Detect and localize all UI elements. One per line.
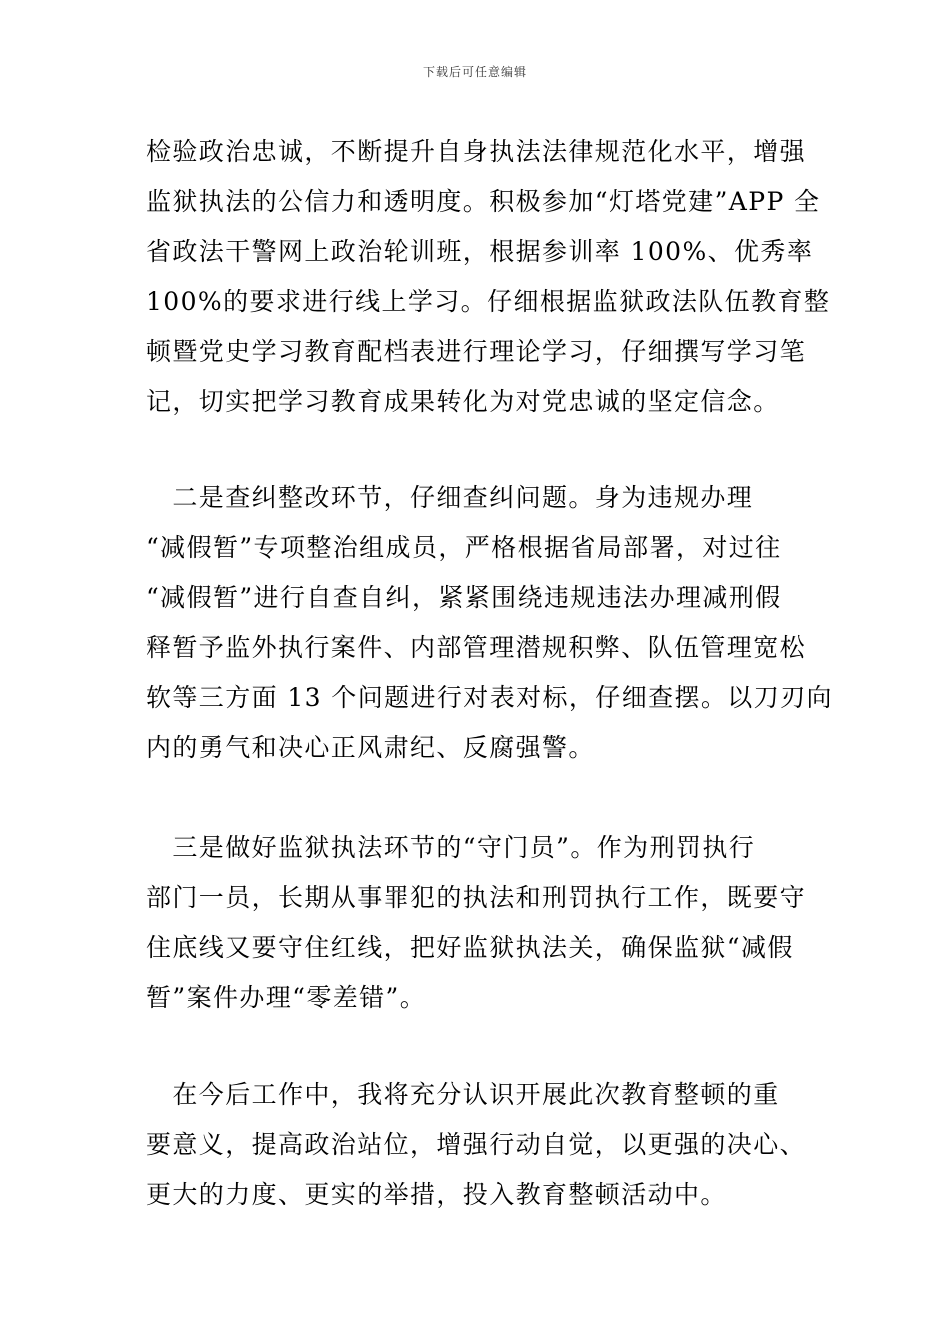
- paragraph-3: [146, 823, 816, 1023]
- paragraph-line: 软等三方面 13 个问题进行对表对标，仔细查摆。以刀刃向: [146, 683, 833, 712]
- paragraph-line: 暂”案件办理“零差错”。: [146, 983, 427, 1012]
- paragraph-line: 三是做好监狱执法环节的“守门员”。作为刑罚执行: [146, 833, 756, 862]
- paragraph-line: 二是查纠整改环节，仔细查纠问题。身为违规办理: [146, 483, 754, 512]
- paragraph-line: 要意义，提高政治站位，增强行动自觉，以更强的决心、: [146, 1130, 807, 1159]
- paragraph-4: [146, 1070, 816, 1220]
- paragraph-line: 内的勇气和决心正风肃纪、反腐强警。: [146, 733, 595, 762]
- paragraph-line: 检验政治忠诚，不断提升自身执法法律规范化水平，增强: [146, 137, 807, 166]
- paragraph-line: 住底线又要守住红线，把好监狱执法关，确保监狱“减假: [146, 933, 794, 962]
- paragraph-line: 部门一员，长期从事罪犯的执法和刑罚执行工作，既要守: [146, 883, 807, 912]
- paragraph-line: 省政法干警网上政治轮训班，根据参训率 100%、优秀率: [146, 237, 814, 266]
- paragraph-line: 更大的力度、更实的举措，投入教育整顿活动中。: [146, 1180, 727, 1209]
- page-header: 下载后可任意编辑: [422, 65, 527, 79]
- paragraph-line: 记，切实把学习教育成果转化为对党忠诚的坚定信念。: [146, 387, 780, 416]
- paragraph-line: 顿暨党史学习教育配档表进行理论学习，仔细撰写学习笔: [146, 337, 807, 366]
- paragraph-1: [146, 127, 831, 427]
- paragraph-line: “减假暂”专项整治组成员，严格根据省局部署，对过往: [146, 533, 782, 562]
- paragraph-line: 在今后工作中，我将充分认识开展此次教育整顿的重: [146, 1080, 780, 1109]
- paragraph-line: 100%的要求进行线上学习。仔细根据监狱政法队伍教育整: [146, 287, 831, 316]
- paragraph-2: [146, 473, 833, 773]
- paragraph-line: 释暂予监外执行案件、内部管理潜规积弊、队伍管理宽松: [146, 633, 807, 662]
- paragraph-line: “减假暂”进行自查自纠，紧紧围绕违规违法办理减刑假: [146, 583, 782, 612]
- paragraph-line: 监狱执法的公信力和透明度。积极参加“灯塔党建”APP 全: [146, 187, 821, 216]
